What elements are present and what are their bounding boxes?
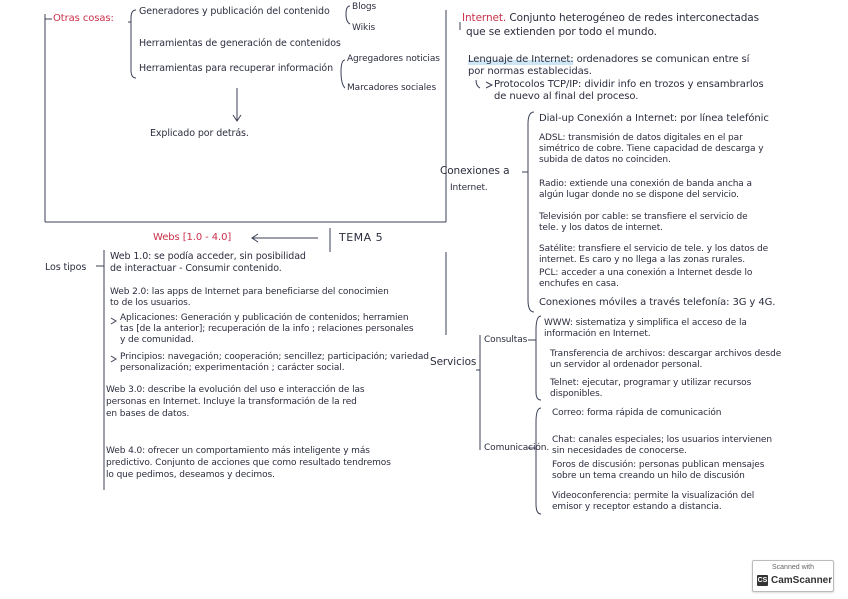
camscanner-icon: CS bbox=[757, 577, 768, 584]
foros-line2: sobre un tema creando un hilo de discusión bbox=[552, 471, 745, 481]
transferencia-line2: un servidor al ordenador personal. bbox=[550, 360, 703, 370]
consultas-label: Consultas bbox=[484, 335, 528, 345]
adsl-line1: ADSL: transmisión de datos digitales en el par bbox=[539, 133, 743, 143]
webs-title: Webs [1.0 - 4.0] bbox=[153, 232, 232, 243]
comunicacion-label: Comunicación. bbox=[484, 443, 550, 453]
servicios-label: Servicios bbox=[430, 356, 477, 368]
tv-line2: tele. y los datos de internet. bbox=[539, 223, 663, 233]
web2-apps-line1: Aplicaciones: Generación y publicación de contenidos; herramien bbox=[120, 313, 409, 323]
camscanner-badge bbox=[752, 560, 834, 592]
tcp-line2: de nuevo al final del proceso. bbox=[494, 91, 639, 102]
web2-principios-line1: Principios: navegación; cooperación; sencillez; participación; variedad bbox=[120, 352, 429, 362]
adsl-line3: subida de datos no coinciden. bbox=[539, 155, 671, 165]
web1-line2: de interactuar - Consumir contenido. bbox=[110, 263, 282, 274]
videoconferencia-line2: emisor y receptor estando a distancia. bbox=[552, 502, 722, 512]
web4-line2: predictivo. Conjunto de acciones que como resultado tendremos bbox=[106, 458, 391, 468]
internet-def-line2: que se extienden por todo el mundo. bbox=[466, 26, 657, 38]
correo-text: Correo: forma rápida de comunicación bbox=[552, 408, 722, 418]
herr-gen-label: Herramientas de generación de contenidos bbox=[139, 38, 341, 49]
dial-up-text: Dial-up Conexión a Internet: por línea telefónic bbox=[539, 113, 769, 124]
satelite-line1: Satélite: transfiere el servicio de tele. y los datos de bbox=[539, 244, 769, 254]
satelite-line2: internet. Es caro y no llega a las zonas rurales. bbox=[539, 255, 746, 265]
www-line1: WWW: sistematiza y simplifica el acceso de la bbox=[544, 318, 747, 328]
internet-label: Internet. bbox=[462, 12, 507, 24]
telnet-line1: Telnet: ejecutar, programar y utilizar recursos bbox=[550, 378, 752, 388]
web3-line1: Web 3.0: describe la evolución del uso e interacción de las bbox=[106, 385, 365, 395]
otras-cosas-label: Otras cosas: bbox=[53, 13, 114, 24]
web2-apps-line3: y de comunidad. bbox=[120, 335, 194, 345]
tcp-line1: Protocolos TCP/IP: dividir info en trozos y ensambrarlos bbox=[494, 79, 764, 90]
radio-line2: algún lugar donde no se dispone del servicio. bbox=[539, 190, 739, 200]
web4-line1: Web 4.0: ofrecer un comportamiento más inteligente y más bbox=[106, 446, 370, 456]
blogs-label: Blogs bbox=[352, 2, 377, 12]
web2-line1: Web 2.0: las apps de Internet para beneficiarse del conocimien bbox=[110, 287, 389, 297]
agregadores-label: Agregadores noticias bbox=[347, 54, 440, 64]
web2-principios-line2: personalización; experimentación ; carácter social. bbox=[120, 363, 345, 373]
wikis-label: Wikis bbox=[352, 23, 376, 33]
camscanner-brand: CamScanner bbox=[771, 575, 833, 586]
web2-line2: to de los usuarios. bbox=[110, 298, 191, 308]
explicado-label: Explicado por detrás. bbox=[150, 128, 249, 139]
conexiones-label: Conexiones a bbox=[440, 165, 510, 177]
scanned-with-text: Scanned with bbox=[771, 564, 815, 571]
web3-line3: en bases de datos. bbox=[106, 409, 190, 419]
videoconferencia-line1: Videoconferencia: permite la visualización del bbox=[552, 491, 755, 501]
lenguaje-line2: por normas establecidas. bbox=[468, 66, 592, 77]
www-line2: información en Internet. bbox=[544, 329, 651, 339]
web4-line3: lo que pedimos, deseamos y decimos. bbox=[106, 470, 275, 480]
radio-line1: Radio: extiende una conexión de banda ancha a bbox=[539, 179, 752, 189]
plc-line1: PCL: acceder a una conexión a Internet desde lo bbox=[539, 268, 753, 278]
tv-line1: Televisión por cable: se transfiere el servicio de bbox=[539, 212, 748, 222]
tema-title: TEMA 5 bbox=[339, 231, 384, 244]
lenguaje-line1: ordenadores se comunican entre sí bbox=[576, 54, 750, 65]
herr-rec-label: Herramientas para recuperar información bbox=[139, 63, 334, 74]
foros-line1: Foros de discusión: personas publican mensajes bbox=[552, 460, 765, 470]
chat-line2: sin necesidades de conocerse. bbox=[552, 446, 687, 456]
web3-line2: personas en Internet. Incluye la transformación de la red bbox=[106, 397, 357, 407]
gen-pub-label: Generadores y publicación del contenido bbox=[139, 6, 330, 17]
adsl-line2: simétrico de cobre. Tiene capacidad de descarga y bbox=[539, 144, 764, 154]
marcadores-label: Marcadores sociales bbox=[347, 83, 437, 93]
chat-line1: Chat: canales especiales; los usuarios intervienen bbox=[552, 435, 772, 445]
moviles-text: Conexiones móviles a través telefonía: 3G y 4G. bbox=[539, 297, 776, 308]
conexiones-internet-label: Internet. bbox=[450, 183, 488, 193]
los-tipos-label: Los tipos bbox=[45, 262, 87, 273]
web2-apps-line2: tas [de la anterior]; recuperación de la info ; relaciones personales bbox=[120, 324, 414, 334]
telnet-line2: disponibles. bbox=[550, 389, 603, 399]
lenguaje-label: Lenguaje de Internet: bbox=[468, 54, 574, 65]
transferencia-line1: Transferencia de archivos: descargar archivos desde bbox=[550, 349, 782, 359]
internet-def-line1: Conjunto heterogéneo de redes interconectadas bbox=[509, 12, 759, 24]
plc-line2: enchufes en casa. bbox=[539, 279, 619, 289]
web1-line1: Web 1.0: se podía acceder, sin posibilidad bbox=[110, 251, 306, 262]
